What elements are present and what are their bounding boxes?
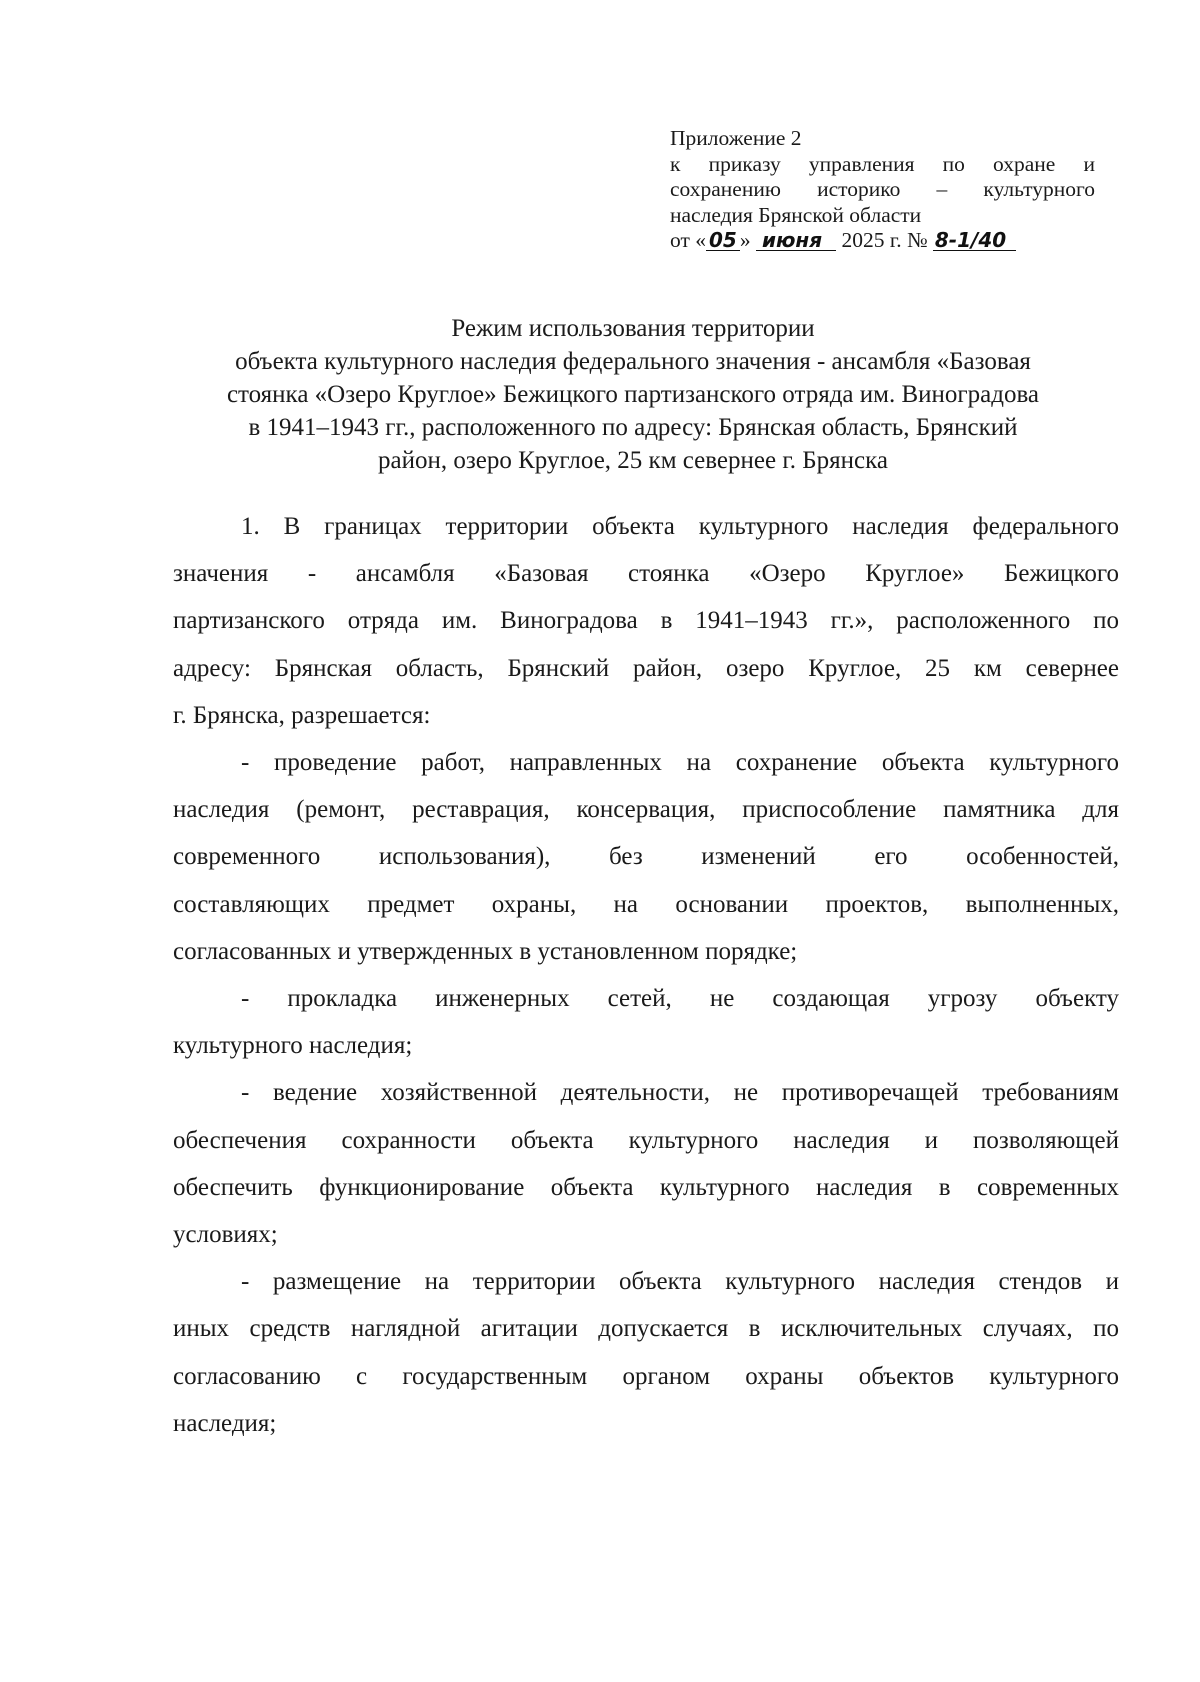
text-line: - размещение на территории объекта культурного наследия стендов и — [241, 1268, 1119, 1296]
appendix-line: сохранению историко – культурного — [670, 177, 1095, 201]
text-line: согласованию с государственным органом охраны объектов культурного — [173, 1362, 1119, 1390]
appendix-date-line — [670, 228, 1095, 254]
text-line: наследия (ремонт, реставрация, консервация, приспособление памятника для — [173, 796, 1119, 824]
text-line: 1. В границах территории объекта культурного наследия федерального — [241, 513, 1119, 540]
appendix-block — [670, 126, 1095, 254]
text-line: культурного наследия; — [173, 1032, 413, 1060]
paragraph-5 — [173, 1258, 1119, 1447]
title-line: Режим использования территории — [451, 315, 815, 342]
text-line: иных средств наглядной агитации допускается в исключительных случаях, по — [173, 1315, 1119, 1343]
text-line: - ведение хозяйственной деятельности, не противоречащей требованиям — [241, 1079, 1119, 1107]
paragraph-4 — [173, 1069, 1119, 1258]
date-year: 2025 г. № — [841, 228, 928, 252]
handwritten-day: 05 — [706, 230, 740, 251]
handwritten-month: июня — [756, 230, 836, 251]
text-line: обеспечения сохранности объекта культурного наследия и позволяющей — [173, 1126, 1119, 1154]
title-line: объекта культурного наследия федерального значения - ансамбля «Базовая — [235, 348, 1031, 375]
appendix-line: наследия Брянской области — [670, 202, 922, 227]
text-line: наследия; — [173, 1409, 277, 1437]
date-prefix: от « — [670, 228, 706, 252]
document-body — [173, 503, 1119, 1447]
appendix-title: Приложение 2 — [670, 126, 802, 150]
appendix-line: к приказу управления по охране и — [670, 151, 1095, 176]
text-line: - проведение работ, направленных на сохранение объекта культурного — [241, 749, 1119, 777]
text-line: согласованных и утвержденных в установленном порядке; — [173, 937, 798, 965]
document-title — [150, 312, 1116, 477]
handwritten-order-number: 8-1/40 — [933, 230, 1016, 251]
paragraph-3 — [173, 975, 1119, 1069]
title-line: стоянка «Озеро Круглое» Бежицкого партизанского отряда им. Виноградова — [226, 381, 1040, 408]
text-line: современного использования), без изменений его особенностей, — [173, 843, 1119, 871]
text-line: партизанского отряда им. Виноградова в 1941–1943 гг.», расположенного по — [173, 607, 1119, 635]
text-line: г. Брянска, разрешается: — [173, 701, 431, 729]
title-line: в 1941–1943 гг., расположенного по адресу: Брянская область, Брянский — [248, 414, 1018, 441]
title-line: район, озеро Круглое, 25 км севернее г. Брянска — [378, 447, 888, 474]
paragraph-1 — [173, 503, 1119, 739]
text-line: условиях; — [173, 1221, 278, 1249]
date-quote-close: » — [739, 228, 751, 252]
text-line: адресу: Брянская область, Брянский район, озеро Круглое, 25 км севернее — [173, 654, 1119, 682]
text-line: - прокладка инженерных сетей, не создающая угрозу объекту — [241, 985, 1119, 1013]
paragraph-2 — [173, 739, 1119, 975]
text-line: значения - ансамбля «Базовая стоянка «Озеро Круглое» Бежицкого — [173, 560, 1119, 588]
text-line: обеспечить функционирование объекта культурного наследия в современных — [173, 1173, 1119, 1201]
text-line: составляющих предмет охраны, на основании проектов, выполненных, — [173, 890, 1119, 918]
